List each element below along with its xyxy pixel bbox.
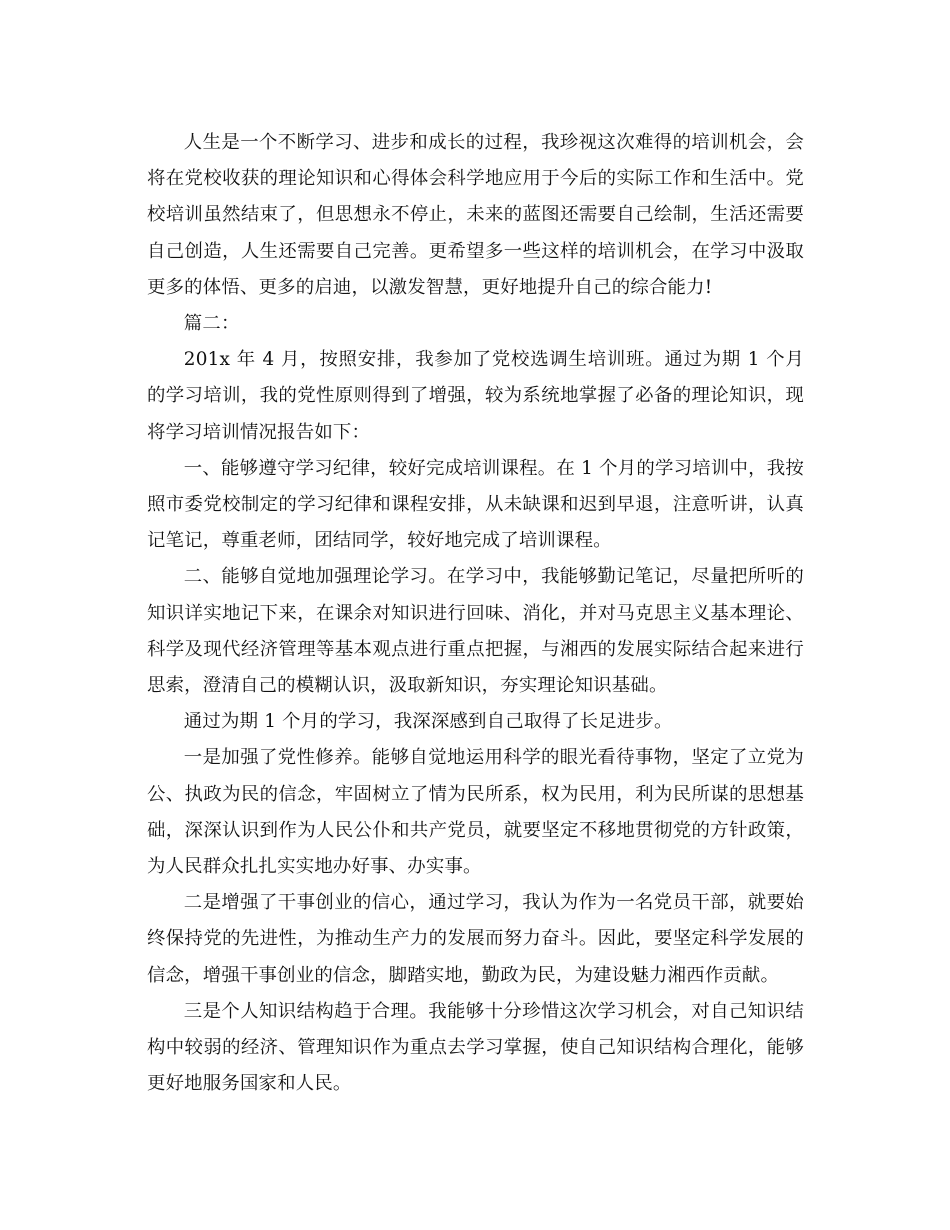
paragraph-theory-study: 二、能够自觉地加强理论学习。在学习中，我能够勤记笔记，尽量把所听的知识详实地记下来，在课余对知识进行回味、消化，并对马克思主义基本理论、科学及现代经济管理等基本观点进行重点把握，与湘西的发展实际结合起来进行思索，澄清自己的模糊认识，汲取新知识，夯实理论知识基础。 — [147, 566, 804, 697]
paragraph-intro: 201x 年 4 月，按照安排，我参加了党校选调生培训班。通过为期 1 个月的学习培训，我的党性原则得到了增强，较为系统地掌握了必备的理论知识，现将学习培训情况报告如下： — [147, 349, 804, 443]
paragraph-knowledge-structure: 三是个人知识结构趋于合理。我能够十分珍惜这次学习机会，对自己知识结构中较弱的经济、管理知识作为重点去学习掌握，使自己知识结构合理化，能够更好地服务国家和人民。 — [147, 1000, 804, 1095]
document-body — [147, 125, 804, 1102]
paragraph-confidence: 二是增强了干事创业的信心，通过学习，我认为作为一名党员干部，就要始终保持党的先进性，为推动生产力的发展而努力奋斗。因此，要坚定科学发展的信念，增强干事创业的信念，脚踏实地，勤政为民，为建设魅力湘西作贡献。 — [147, 892, 804, 986]
paragraph-party-spirit: 一是加强了党性修养。能够自觉地运用科学的眼光看待事物，坚定了立党为公、执政为民的信念，牢固树立了情为民所系，权为民用，利为民所谋的思想基础，深深认识到作为人民公仆和共产党员，就要坚定不移地贯彻党的方针政策，为人民群众扎扎实实地办好事、办实事。 — [147, 747, 804, 878]
paragraph-summary: 人生是一个不断学习、进步和成长的过程，我珍视这次难得的培训机会，会将在党校收获的理论知识和心得体会科学地应用于今后的实际工作和生活中。党校培训虽然结束了，但思想永不停止，未来的蓝图还需要自己绘制，生活还需要自己创造，人生还需要自己完善。更希望多一些这样的培训机会，在学习中汲取更多的体悟、更多的启迪，以激发智慧，更好地提升自己的综合能力! — [147, 132, 804, 298]
paragraph-progress: 通过为期 1 个月的学习，我深深感到自己取得了长足进步。 — [183, 711, 673, 733]
section-heading: 篇二： — [183, 313, 240, 335]
paragraph-discipline: 一、能够遵守学习纪律，较好完成培训课程。在 1 个月的学习培训中，我按照市委党校制定的学习纪律和课程安排，从未缺课和迟到早退，注意听讲，认真记笔记，尊重老师，团结同学，较好地完成了培训课程。 — [147, 457, 804, 552]
